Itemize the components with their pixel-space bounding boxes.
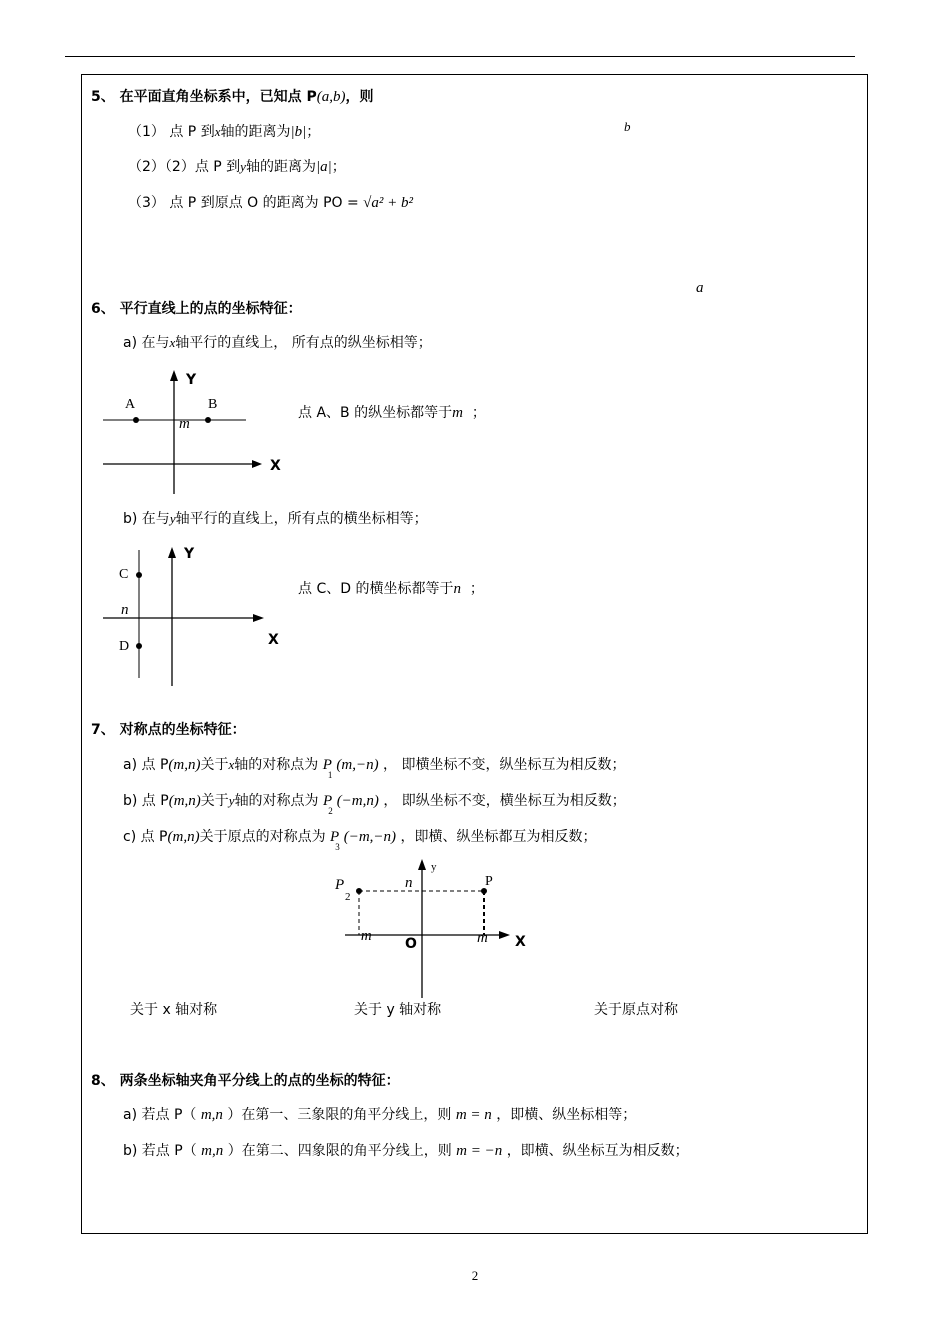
- s8-item-b: b) 若点 P（ m,n ）在第二、四象限的角平分线上，则 m = −n ，即横、纵坐标互为相反数；: [123, 1143, 689, 1159]
- s7-item-b: b) 点 P(m,n)关于y轴的对称点为 $P_2(-m,n)$ ， 即纵坐标不变，横坐标互为相反数；: [123, 793, 626, 816]
- fig3-x-label: X: [515, 934, 526, 950]
- s6-item-b: b) 在与y轴平行的直线上，所有点的横坐标相等；: [123, 511, 428, 527]
- s5-item-2: （2）（2）点 P 到y轴的距离为|a|；: [128, 159, 346, 175]
- s6-note-b: 点 C、D 的横坐标都等于n ；: [298, 581, 484, 597]
- page-number: 2: [471, 1268, 479, 1283]
- s7-item-a: a) 点 P(m,n)关于x轴的对称点为 $P_1(m,-n)$ ， 即横坐标不变，纵坐标互为相反数；: [123, 757, 626, 780]
- fig3-p2: P: [335, 877, 345, 893]
- fig3-m: m: [477, 930, 488, 946]
- section-6-heading: 6、 平行直线上的点的坐标特征：: [91, 301, 302, 317]
- s5-item-3: （3） 点 P 到原点 O 的距离为 PO = √a² + b²: [128, 195, 414, 211]
- fig3-y-label: y: [431, 861, 437, 873]
- fig1-y-label: Y: [186, 372, 197, 388]
- s7-item-c: c) 点 P(m,n)关于原点的对称点为 $P_3(-m,-n)$ ，即横、纵坐标都互为相反数；: [123, 829, 597, 852]
- caption-x-axis-symmetry: 关于 x 轴对称: [130, 1002, 218, 1018]
- fig2-point-d: D: [119, 639, 130, 654]
- s6-note-a: 点 A、B 的纵坐标都等于m ；: [298, 405, 486, 421]
- caption-origin-symmetry: 关于原点对称: [594, 1002, 678, 1018]
- fig3-n: n: [405, 875, 413, 891]
- stray-a: a: [696, 280, 704, 296]
- stray-b: b: [624, 119, 631, 134]
- caption-y-axis-symmetry: 关于 y 轴对称: [354, 1002, 442, 1018]
- fig3-neg-m: − m: [347, 928, 372, 944]
- fig1-point-a: A: [125, 397, 136, 412]
- fig2-n: n: [121, 602, 129, 618]
- section-8-heading: 8、 两条坐标轴夹角平分线上的点的坐标的特征：: [91, 1073, 400, 1089]
- fig2-point-c: C: [119, 567, 129, 582]
- section-5-heading: 5、 在平面直角坐标系中，已知点 P(a,b)，则: [91, 89, 374, 105]
- fig1-x-label: X: [270, 458, 281, 474]
- s6-item-a: a) 在与x轴平行的直线上， 所有点的纵坐标相等；: [123, 335, 432, 351]
- fig1-m: m: [179, 416, 190, 432]
- fig3-p2-sub: 2: [345, 891, 351, 903]
- fig3-p: P: [485, 874, 493, 889]
- s8-item-a: a) 若点 P（ m,n ）在第一、三象限的角平分线上，则 m = n ，即横、纵坐标相等；: [123, 1107, 637, 1123]
- fig2-x-label: X: [268, 632, 279, 648]
- s5-item-1: （1） 点 P 到x轴的距离为|b|；: [128, 124, 321, 140]
- fig2-y-label: Y: [184, 546, 195, 562]
- fig1-point-b: B: [208, 397, 218, 412]
- section-7-heading: 7、 对称点的坐标特征：: [91, 722, 246, 738]
- fig3-origin: O: [405, 936, 417, 952]
